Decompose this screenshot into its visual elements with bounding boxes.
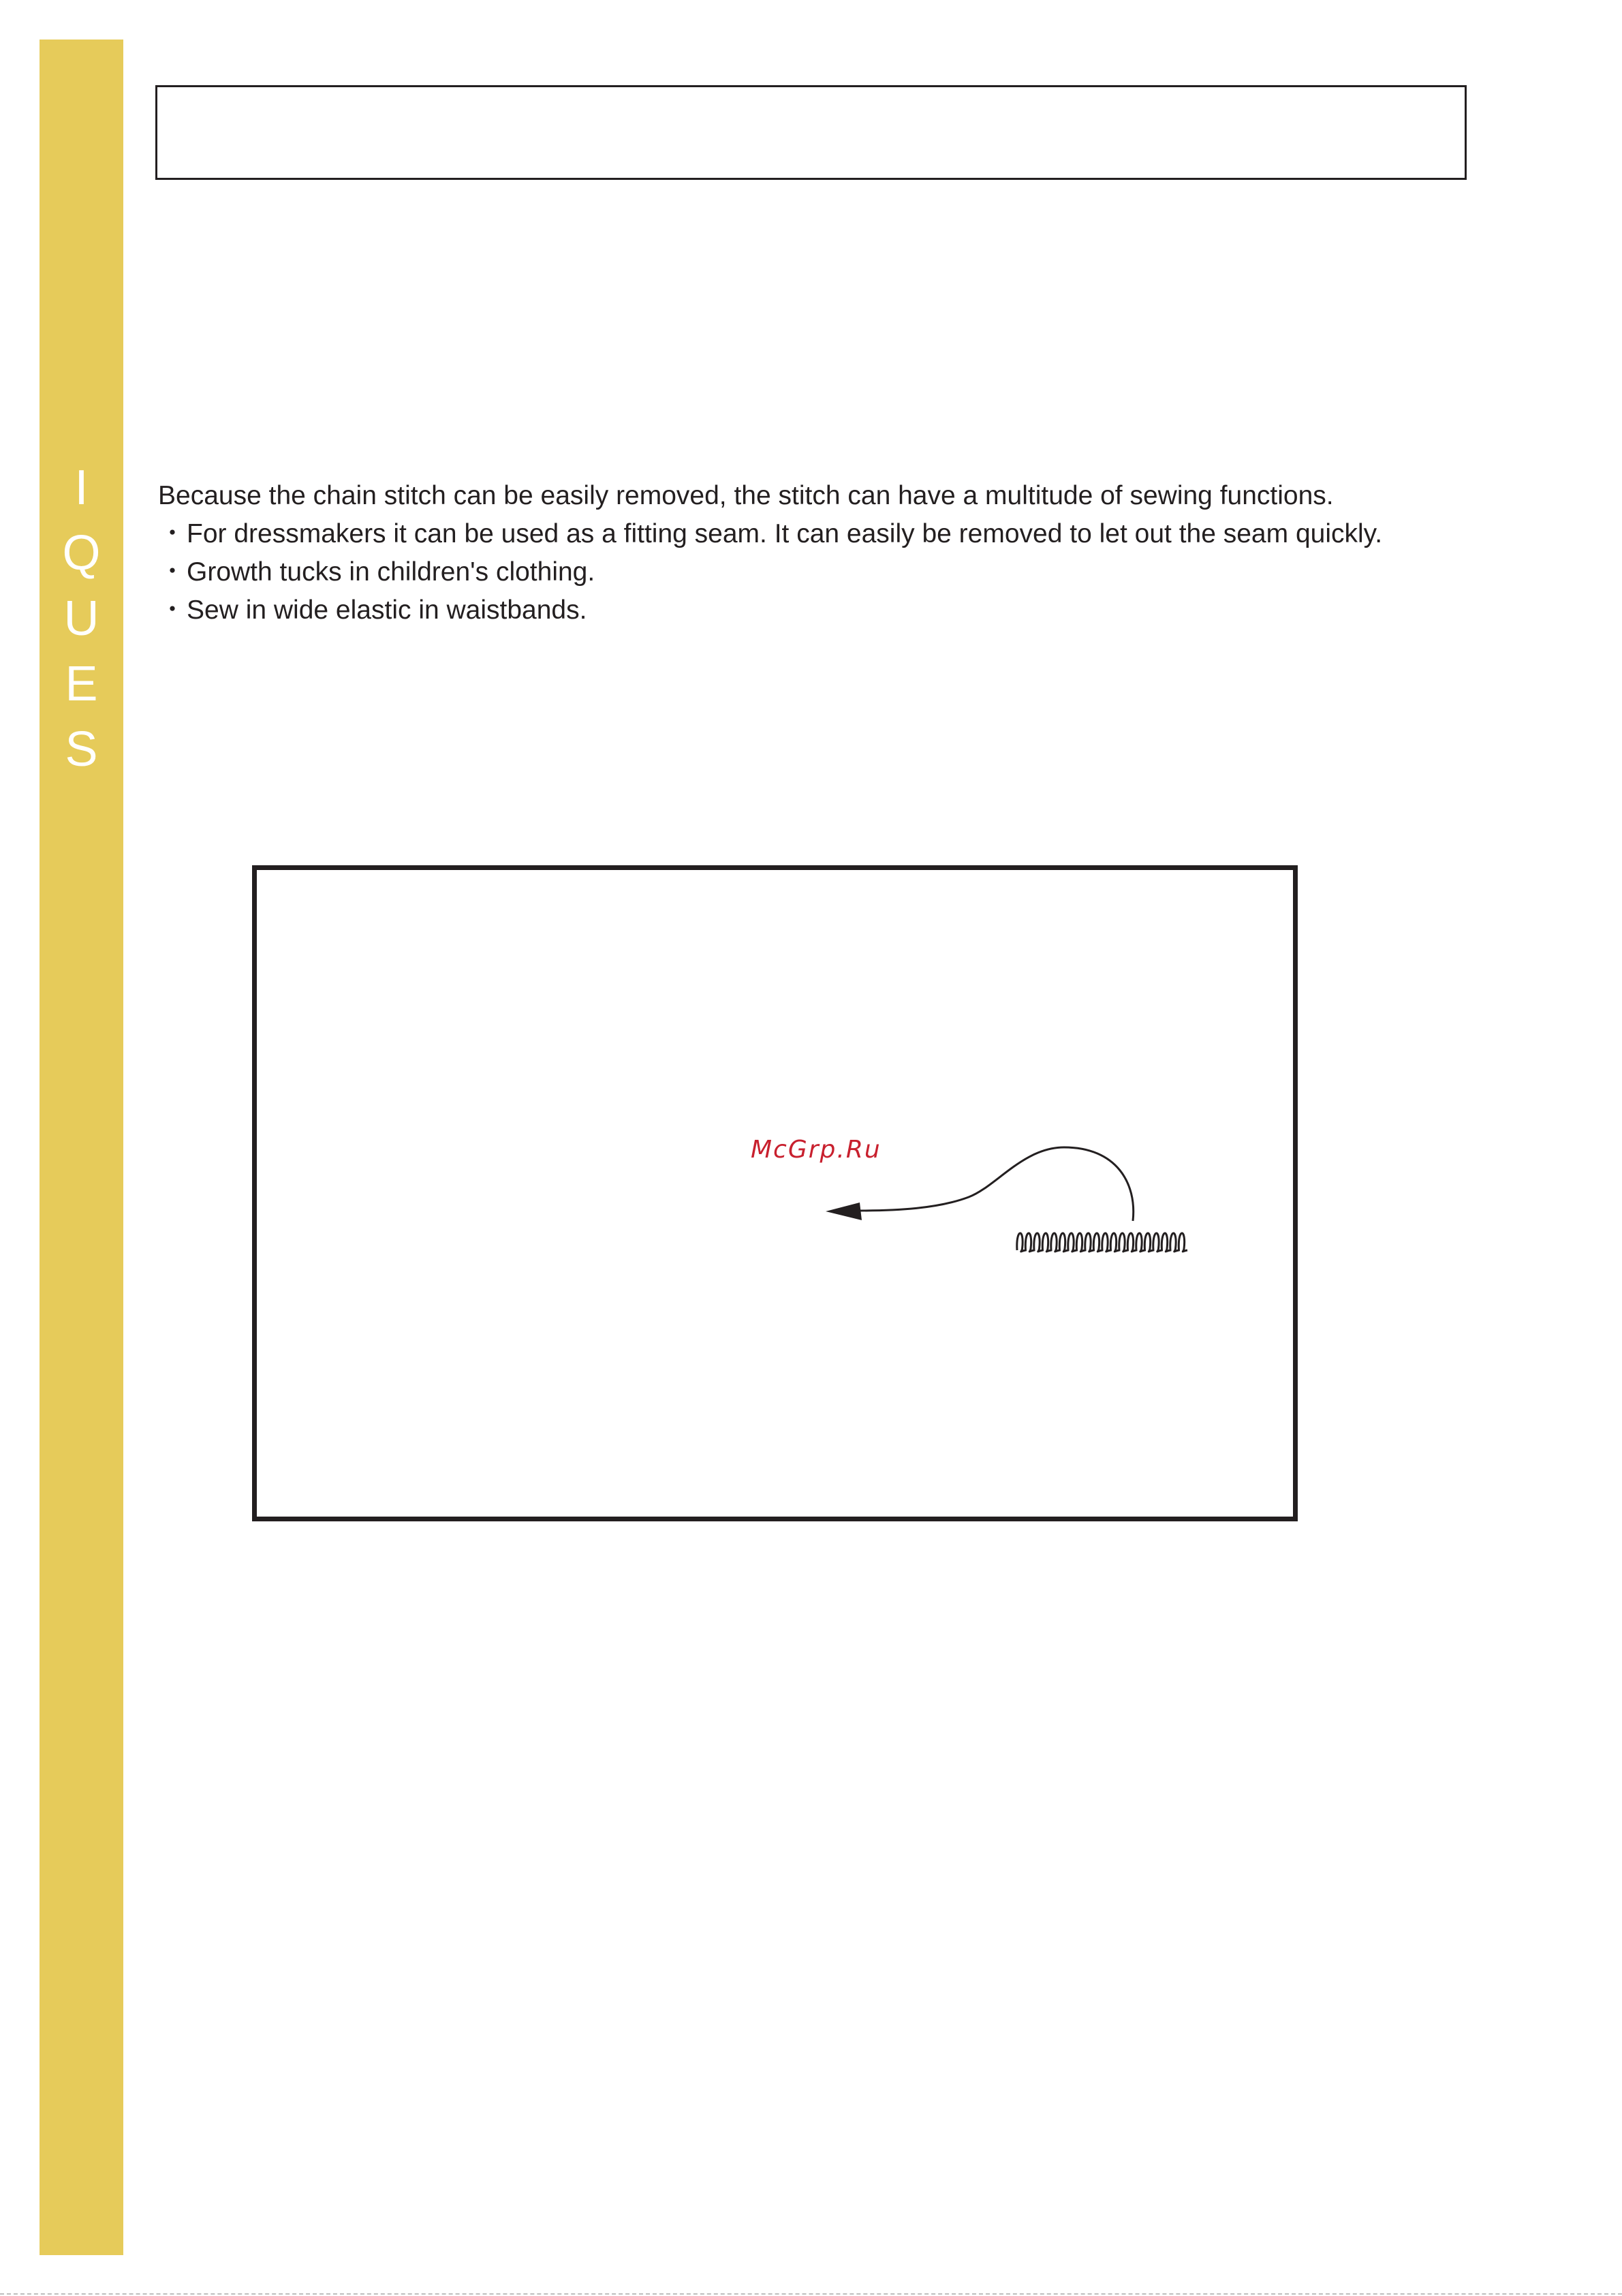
side-tab-letter: Q — [62, 526, 101, 580]
title-box — [155, 85, 1467, 180]
side-tab-letter: S — [65, 722, 98, 777]
bullet-text: Sew in wide elastic in waistbands. — [187, 595, 587, 625]
body-text — [158, 477, 1520, 630]
watermark: McGrp.Ru — [751, 1136, 882, 1164]
side-tab-letter: I — [74, 461, 89, 515]
side-tab-letter: E — [65, 657, 98, 711]
arrow-head-icon — [826, 1203, 862, 1220]
thread-curve — [856, 1147, 1134, 1221]
figure-box — [252, 865, 1298, 1521]
bullet-item — [158, 553, 1520, 591]
side-tab — [40, 40, 123, 2255]
bottom-rule — [0, 2293, 1622, 2296]
bullet-item — [158, 591, 1520, 630]
bullet-dot: ・ — [159, 519, 186, 548]
bullet-text: For dressmakers it can be used as a fitting seam. It can easily be removed to let out the seam quickly. — [187, 519, 1383, 548]
bullet-text: Growth tucks in children's clothing. — [187, 557, 595, 587]
side-tab-letter: U — [63, 591, 99, 646]
chain-stitch-illustration — [257, 870, 1293, 1517]
chain-stitch-loops — [1017, 1233, 1187, 1252]
bullet-dot: ・ — [159, 557, 186, 587]
intro-paragraph: Because the chain stitch can be easily removed, the stitch can have a multitude of sewing functions. — [158, 481, 1334, 510]
bullet-item — [158, 515, 1520, 553]
bullet-dot: ・ — [159, 595, 186, 625]
side-tab-letters — [40, 455, 123, 782]
